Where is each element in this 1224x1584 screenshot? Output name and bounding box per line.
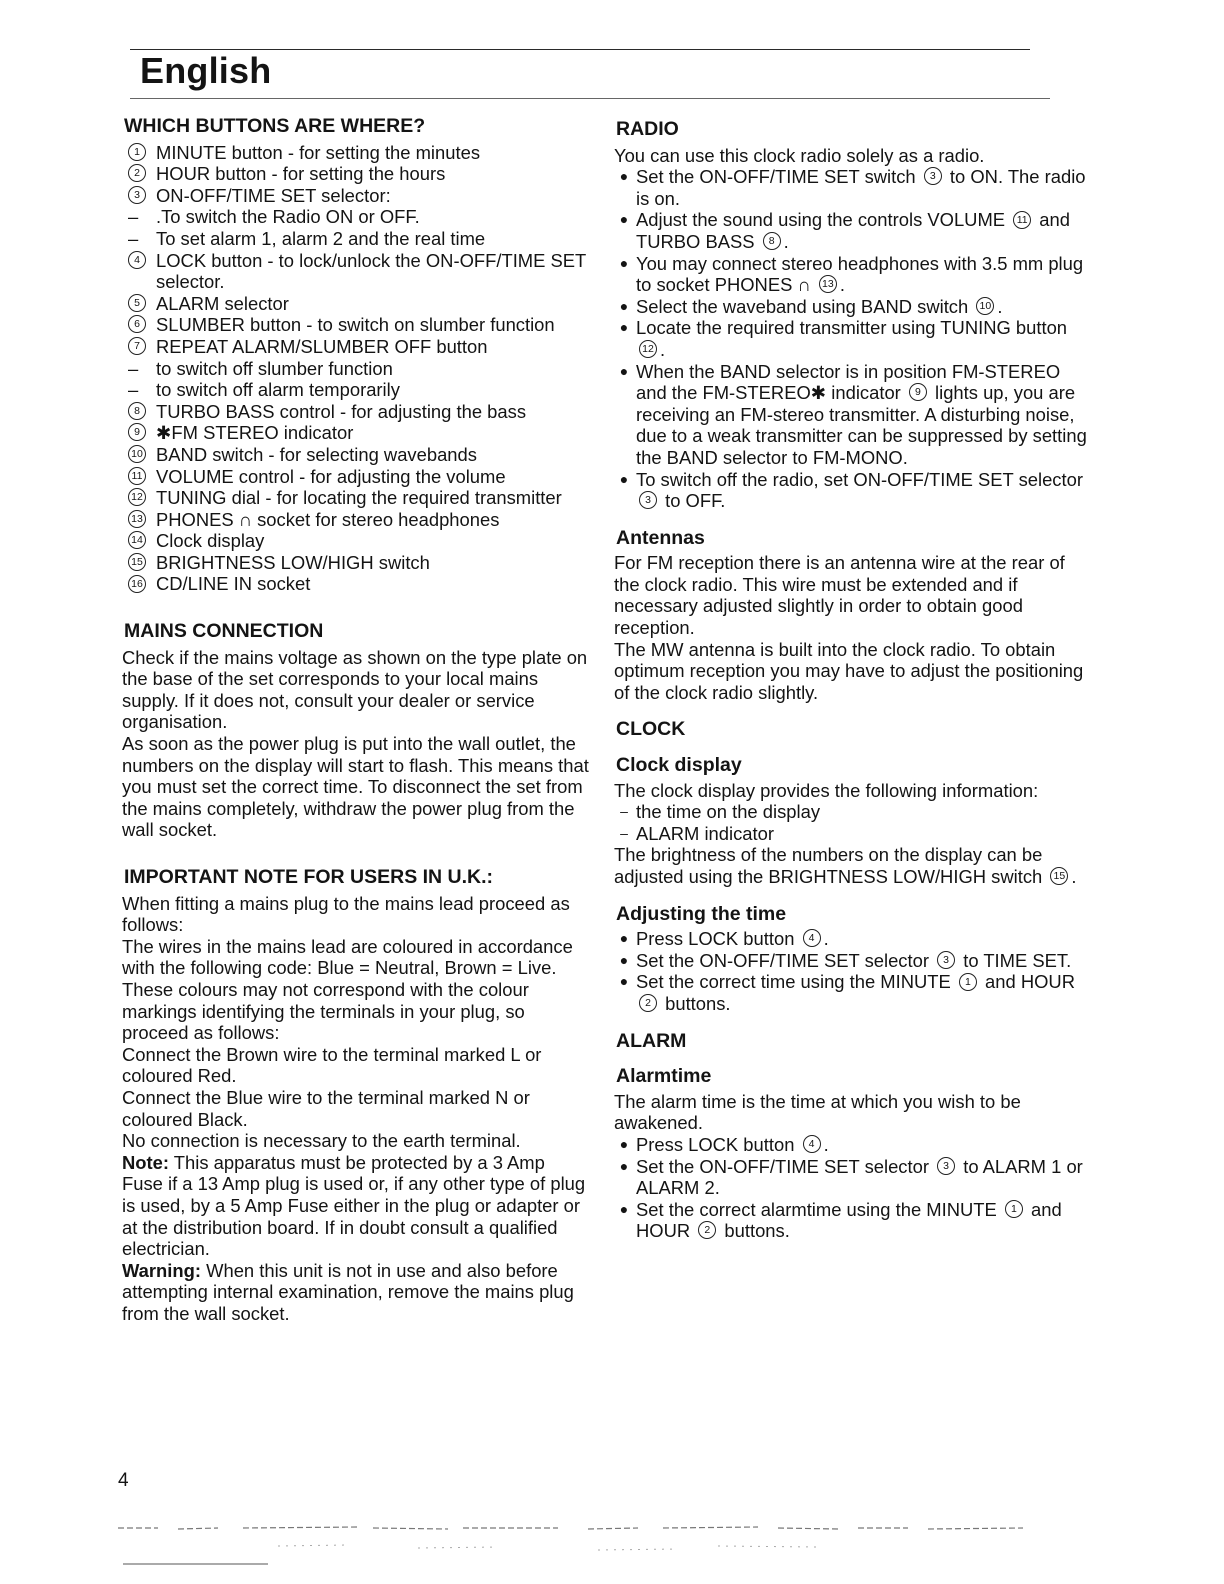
bullet-icon: ● (619, 319, 629, 336)
clock-display-item-2: – ALARM indicator (612, 823, 1092, 845)
ref-number-badge: 8 (763, 232, 781, 250)
radio-bullet-1: ● Set the ON-OFF/TIME SET switch 3 to ON. The radio is on. (612, 166, 1092, 209)
radio-bullet-6: ● When the BAND selector is in position FM-STEREO and the FM-STEREO✱ indicator 9 lights up, you are receiving an FM-stereo transmitter. A disturbing noise, due to a weak transmitter can be suppressed by setting the BAND selector to FM-MONO. (612, 361, 1092, 469)
clock-display-item-1: – the time on the display (612, 801, 1092, 823)
ref-number-badge: 15 (1050, 867, 1068, 885)
button-list-text: SLUMBER button - to switch on slumber function (156, 314, 555, 336)
alarmtime-paragraph: The alarm time is the time at which you wish to be awakened. (614, 1090, 1021, 1134)
warning-text: When this unit is not in use and also before attempting internal examination, remove the mains plug from the wall socket. (122, 1259, 574, 1324)
ref-number-badge: 7 (128, 337, 146, 355)
ref-number-badge: 15 (128, 553, 146, 571)
alarm-bullet-1: ● Press LOCK button 4 . (612, 1134, 1092, 1156)
ref-number-badge: 4 (128, 251, 146, 269)
button-list-item (120, 206, 590, 228)
uk-note-heading: IMPORTANT NOTE FOR USERS IN U.K.: (124, 866, 494, 888)
right-column (612, 119, 1092, 1242)
ref-number-badge: 10 (976, 297, 994, 315)
note-paragraph (120, 1152, 590, 1260)
uk-paragraph-3: Connect the Brown wire to the terminal marked L or coloured Red. (122, 1043, 542, 1087)
clock-heading: CLOCK (616, 718, 686, 741)
ref-number-badge: 2 (128, 164, 146, 182)
button-list-item (120, 444, 590, 466)
button-list-item (120, 573, 590, 595)
note-label: Note: (122, 1151, 169, 1173)
ref-number-badge: 2 (698, 1221, 716, 1239)
button-list-item (120, 487, 590, 509)
button-list-item (120, 142, 590, 164)
button-list-item (120, 509, 590, 531)
antennas-heading: Antennas (616, 526, 705, 549)
uk-paragraph-2: The wires in the mains lead are coloured in accordance with the following code: Blue = Neutral, Brown = Live. These colours may not correspond with the colour markings identifying the terminals in your plug, so proceed as follows: (122, 935, 573, 1044)
ref-number-badge: 13 (128, 510, 146, 528)
button-list-text: MINUTE button - for setting the minutes (156, 141, 481, 163)
button-list-item (120, 466, 590, 488)
bullet-icon: ● (619, 254, 629, 271)
language-heading: English (140, 50, 272, 91)
button-list-text: VOLUME control - for adjusting the volume (156, 465, 506, 487)
button-list-item (120, 401, 590, 423)
ref-number-badge: 6 (128, 315, 146, 333)
clock-display-brightness: The brightness of the numbers on the display can be adjusted using the BRIGHTNESS LOW/HIGH switch 15 . (614, 844, 1077, 887)
button-list-text: to switch off alarm temporarily (156, 379, 400, 401)
button-list-text: HOUR button - for setting the hours (156, 163, 446, 185)
button-list-text: BRIGHTNESS LOW/HIGH switch (156, 551, 430, 573)
ref-number-badge: 1 (1005, 1200, 1023, 1218)
button-list-item (120, 163, 590, 185)
button-list-text: PHONES ∩ socket for stereo headphones (156, 508, 500, 530)
dash-marker: – (128, 206, 139, 228)
ref-number-badge: 4 (803, 929, 821, 947)
radio-intro: You can use this clock radio solely as a radio. (614, 144, 985, 166)
dash-marker: – (128, 379, 139, 401)
uk-paragraph-5: No connection is necessary to the earth terminal. (122, 1130, 521, 1152)
alarm-heading: ALARM (616, 1029, 687, 1052)
mains-heading: MAINS CONNECTION (124, 620, 324, 643)
button-list-item (120, 250, 590, 293)
bullet-icon: ● (619, 951, 629, 968)
alarm-bullet-2: ● Set the ON-OFF/TIME SET selector 3 to ALARM 1 or ALARM 2. (612, 1156, 1092, 1199)
radio-bullet-7: ● To switch off the radio, set ON-OFF/TIME SET selector 3 to OFF. (612, 469, 1092, 512)
button-list-item (120, 530, 590, 552)
bullet-icon: ● (619, 297, 629, 314)
bullet-icon: ● (619, 930, 629, 947)
dash-marker: – (620, 803, 628, 820)
note-text: This apparatus must be protected by a 3 Amp Fuse if a 13 Amp plug is used or, if any other type of plug is used, by a 5 Amp Fuse either in the plug or adapter or at the distribution board. If in doubt consult a qualified electrician. (122, 1151, 586, 1260)
ref-number-badge: 3 (937, 951, 955, 969)
warning-label: Warning: (122, 1259, 201, 1281)
adjust-bullet-1: ● Press LOCK button 4 . (612, 928, 1092, 950)
ref-number-badge: 10 (128, 445, 146, 463)
antennas-paragraph-1: For FM reception there is an antenna wire at the rear of the clock radio. This wire must be extended and if necessary adjusted slightly in order to obtain good reception. (614, 552, 1065, 639)
button-list-item (120, 379, 590, 401)
adjust-bullet-3: ● Set the correct time using the MINUTE 1 and HOUR 2 buttons. (612, 971, 1092, 1014)
button-list-text: BAND switch - for selecting wavebands (156, 443, 477, 465)
ref-number-badge: 13 (819, 275, 837, 293)
bullet-icon: ● (619, 1200, 629, 1217)
uk-paragraph-1: When fitting a mains plug to the mains lead proceed as follows: (122, 892, 570, 936)
bullet-icon: ● (619, 168, 629, 185)
header-rule-bottom (130, 98, 1050, 99)
dash-marker: – (128, 227, 139, 249)
ref-number-badge: 9 (909, 383, 927, 401)
button-list (120, 142, 590, 595)
button-list-text: to switch off slumber function (156, 357, 393, 379)
button-list-text: CD/LINE IN socket (156, 573, 311, 595)
button-list-item (120, 422, 590, 444)
ref-number-badge: 12 (128, 488, 146, 506)
clock-display-intro: The clock display provides the following information: (614, 779, 1039, 801)
button-list-item (120, 358, 590, 380)
button-list-text: TURBO BASS control - for adjusting the bass (156, 400, 527, 422)
clock-display-heading: Clock display (616, 754, 742, 777)
alarm-bullet-3: ● Set the correct alarmtime using the MINUTE 1 and HOUR 2 buttons. (612, 1199, 1092, 1242)
ref-number-badge: 8 (128, 402, 146, 420)
button-list-text: .To switch the Radio ON or OFF. (156, 206, 420, 228)
button-list-item (120, 552, 590, 574)
adjust-bullet-2: ● Set the ON-OFF/TIME SET selector 3 to TIME SET. (612, 950, 1092, 972)
ref-number-badge: 11 (128, 467, 146, 485)
button-list-item (120, 314, 590, 336)
button-list-item (120, 228, 590, 250)
scan-noise-decoration (118, 1520, 1028, 1570)
radio-bullet-3: ● You may connect stereo headphones with 3.5 mm plug to socket PHONES ∩ 13 . (612, 253, 1092, 296)
bullet-icon: ● (619, 211, 629, 228)
uk-paragraph-4: Connect the Blue wire to the terminal marked N or coloured Black. (122, 1086, 530, 1130)
antennas-paragraph-2: The MW antenna is built into the clock radio. To obtain optimum reception you may have to adjust the positioning of the clock radio slightly. (614, 638, 1084, 703)
mains-paragraph-1: Check if the mains voltage as shown on the type plate on the base of the set corresponds to your local mains supply. If it does not, consult your dealer or service organisation. (122, 646, 588, 733)
ref-number-badge: 3 (128, 186, 146, 204)
ref-number-badge: 2 (639, 994, 657, 1012)
bullet-icon: ● (619, 362, 629, 379)
ref-number-badge: 4 (803, 1135, 821, 1153)
dash-marker: – (128, 357, 139, 379)
button-list-item (120, 336, 590, 358)
page-number: 4 (118, 1470, 129, 1491)
button-list-text: ALARM selector (156, 292, 289, 314)
buttons-heading: WHICH BUTTONS ARE WHERE? (124, 115, 426, 137)
radio-bullet-2: ● Adjust the sound using the controls VOLUME 11 and TURBO BASS 8 . (612, 209, 1092, 252)
button-list-text: TUNING dial - for locating the required transmitter (156, 487, 562, 509)
ref-number-badge: 1 (128, 143, 146, 161)
bullet-icon: ● (619, 470, 629, 487)
button-list-text: ON-OFF/TIME SET selector: (156, 184, 391, 206)
radio-bullet-5: ● Locate the required transmitter using TUNING button 12 . (612, 317, 1092, 360)
ref-number-badge: 9 (128, 423, 146, 441)
alarmtime-heading: Alarmtime (616, 1065, 712, 1088)
adjust-time-heading: Adjusting the time (616, 902, 787, 925)
bullet-icon: ● (619, 973, 629, 990)
radio-bullet-4: ● Select the waveband using BAND switch 10 . (612, 296, 1092, 318)
bullet-icon: ● (619, 1135, 629, 1152)
button-list-text: REPEAT ALARM/SLUMBER OFF button (156, 335, 488, 357)
button-list-text: ✱FM STEREO indicator (156, 422, 354, 444)
dash-marker: – (620, 824, 628, 841)
button-list-text: Clock display (156, 530, 265, 552)
button-list-item (120, 293, 590, 315)
ref-number-badge: 14 (128, 531, 146, 549)
button-list-item (120, 185, 590, 207)
ref-number-badge: 16 (128, 575, 146, 593)
bullet-icon: ● (619, 1157, 629, 1174)
ref-number-badge: 3 (937, 1157, 955, 1175)
button-list-text: LOCK button - to lock/unlock the ON-OFF/TIME SET selector. (156, 249, 586, 293)
ref-number-badge: 1 (959, 973, 977, 991)
radio-heading: RADIO (616, 118, 679, 140)
left-column (120, 116, 590, 1324)
ref-number-badge: 11 (1013, 211, 1031, 229)
ref-number-badge: 12 (639, 340, 657, 358)
ref-number-badge: 3 (639, 491, 657, 509)
ref-number-badge: 3 (924, 167, 942, 185)
mains-paragraph-2: As soon as the power plug is put into the wall outlet, the numbers on the display will start to flash. This means that you must set the correct time. To disconnect the set from the mains completely, withdraw the power plug from the wall socket. (122, 733, 589, 841)
ref-number-badge: 5 (128, 294, 146, 312)
button-list-text: To set alarm 1, alarm 2 and the real time (156, 227, 486, 249)
warning-paragraph (120, 1260, 590, 1325)
